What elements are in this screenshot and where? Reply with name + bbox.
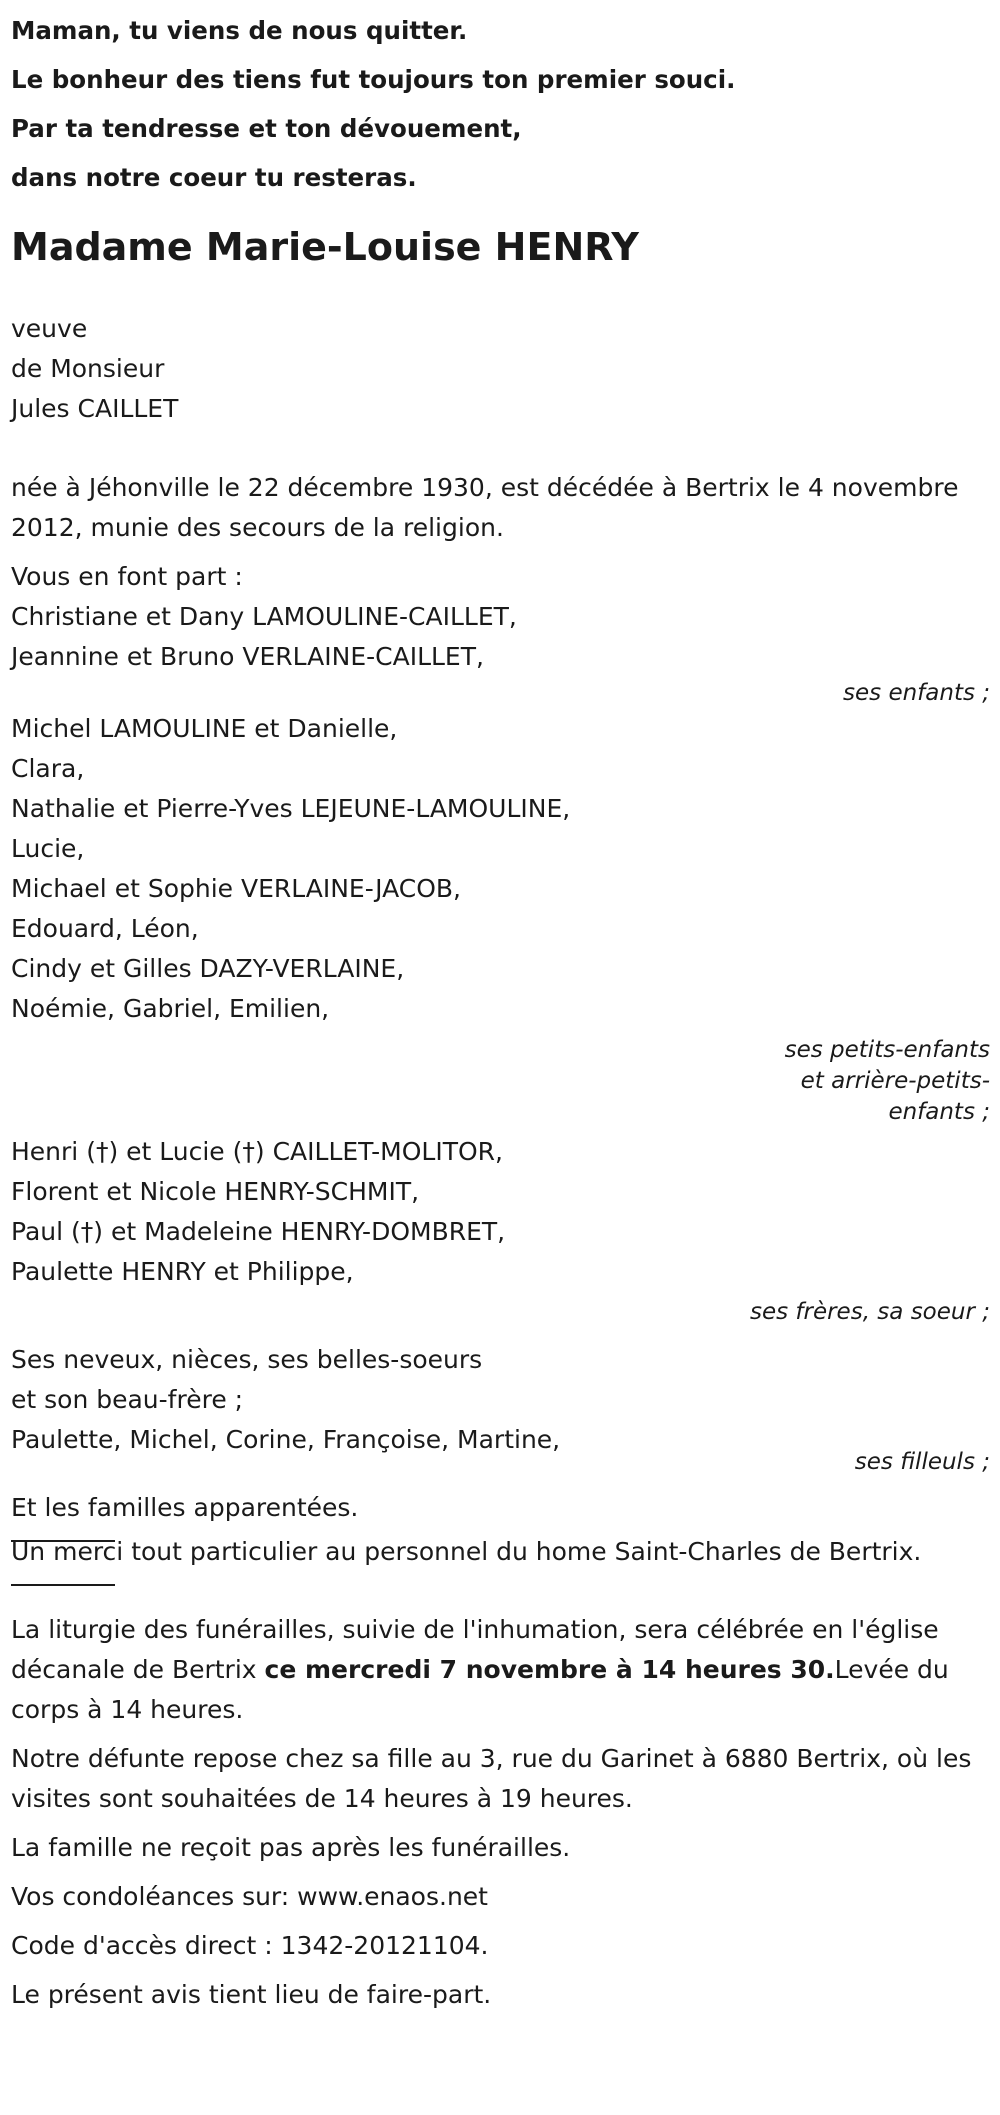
poem-line: Maman, tu viens de nous quitter. <box>11 16 468 45</box>
deceased-name: Madame Marie-Louise HENRY <box>11 225 639 269</box>
rest-place-text: Notre défunte repose chez sa fille au 3, rue du Garinet à 6880 Bertrix, où les visites sont souhaitées de 14 heures à 19 heures. <box>11 1744 972 1813</box>
thanks-text: Un merci tout particulier au personnel du home Saint-Charles de Bertrix. <box>11 1537 922 1566</box>
no-reception-text: La famille ne reçoit pas après les funérailles. <box>11 1833 571 1862</box>
grandchildren-line: Michel LAMOULINE et Danielle, <box>11 714 398 743</box>
divider <box>11 1558 1000 1576</box>
spouse-line: veuve <box>11 314 88 343</box>
siblings-line: Florent et Nicole HENRY-SCHMIT, <box>11 1177 420 1206</box>
siblings-line: Paul (†) et Madeleine HENRY-DOMBRET, <box>11 1217 506 1246</box>
siblings-line: Henri (†) et Lucie (†) CAILLET-MOLITOR, <box>11 1137 503 1166</box>
liturgy-datetime: ce mercredi 7 novembre à 14 heures 30. <box>264 1655 835 1684</box>
grandchildren-line: Noémie, Gabriel, Emilien, <box>11 994 330 1023</box>
poem <box>11 6 1000 202</box>
children-role: ses enfants ; <box>843 680 990 706</box>
nephews-line: Paulette, Michel, Corine, Françoise, Martine, <box>11 1425 561 1454</box>
obituary-page <box>0 6 1000 2015</box>
grandchildren-role: ses petits-enfants et arrière-petits-enfants ; <box>784 1037 990 1125</box>
children-line: Christiane et Dany LAMOULINE-CAILLET, <box>11 602 517 631</box>
divider <box>11 1514 1000 1532</box>
poem-line: dans notre coeur tu resteras. <box>11 163 417 192</box>
access-code-text: Code d'accès direct : 1342-20121104. <box>11 1931 489 1960</box>
grandchildren-line: Lucie, <box>11 834 85 863</box>
grandchildren-line: Edouard, Léon, <box>11 914 199 943</box>
condolences-text: Vos condoléances sur: www.enaos.net <box>11 1882 488 1911</box>
grandchildren-line: Clara, <box>11 754 85 783</box>
godchildren-role: ses filleuls ; <box>854 1449 990 1475</box>
siblings-line: Paulette HENRY et Philippe, <box>11 1257 354 1286</box>
children-line: Jeannine et Bruno VERLAINE-CAILLET, <box>11 642 484 671</box>
grandchildren-line: Cindy et Gilles DAZY-VERLAINE, <box>11 954 405 983</box>
spouse-block <box>11 309 1000 429</box>
grandchildren-block <box>11 709 1000 1128</box>
nephews-block <box>11 1340 1000 1478</box>
spouse-line: Jules CAILLET <box>11 394 179 423</box>
poem-line: Le bonheur des tiens fut toujours ton premier souci. <box>11 65 736 94</box>
siblings-block <box>11 1132 1000 1332</box>
announcement-block <box>11 557 1000 709</box>
grandchildren-line: Nathalie et Pierre-Yves LEJEUNE-LAMOULINE, <box>11 794 571 823</box>
nephews-line: Ses neveux, nièces, ses belles-soeurs <box>11 1345 483 1374</box>
birth-death-text: née à Jéhonville le 22 décembre 1930, est décédée à Bertrix le 4 novembre 2012, munie des secours de la religion. <box>11 473 959 542</box>
liturgy-text <box>11 1610 1000 1730</box>
spouse-line: de Monsieur <box>11 354 165 383</box>
liturgy-intro: La liturgie des funérailles, suivie de l'inhumation, sera célébrée en l'église décanale de Bertrix <box>11 1615 939 1684</box>
grandchildren-line: Michael et Sophie VERLAINE-JACOB, <box>11 874 461 903</box>
nephews-line: et son beau-frère ; <box>11 1385 244 1414</box>
families-text: Et les familles apparentées. <box>11 1493 359 1522</box>
siblings-role: ses frères, sa soeur ; <box>749 1299 990 1325</box>
notice-text: Le présent avis tient lieu de faire-part. <box>11 1980 492 2009</box>
poem-line: Par ta tendresse et ton dévouement, <box>11 114 522 143</box>
announce-intro: Vous en font part : <box>11 562 243 591</box>
liturgy-levee: Levée du corps à 14 heures. <box>11 1655 949 1724</box>
